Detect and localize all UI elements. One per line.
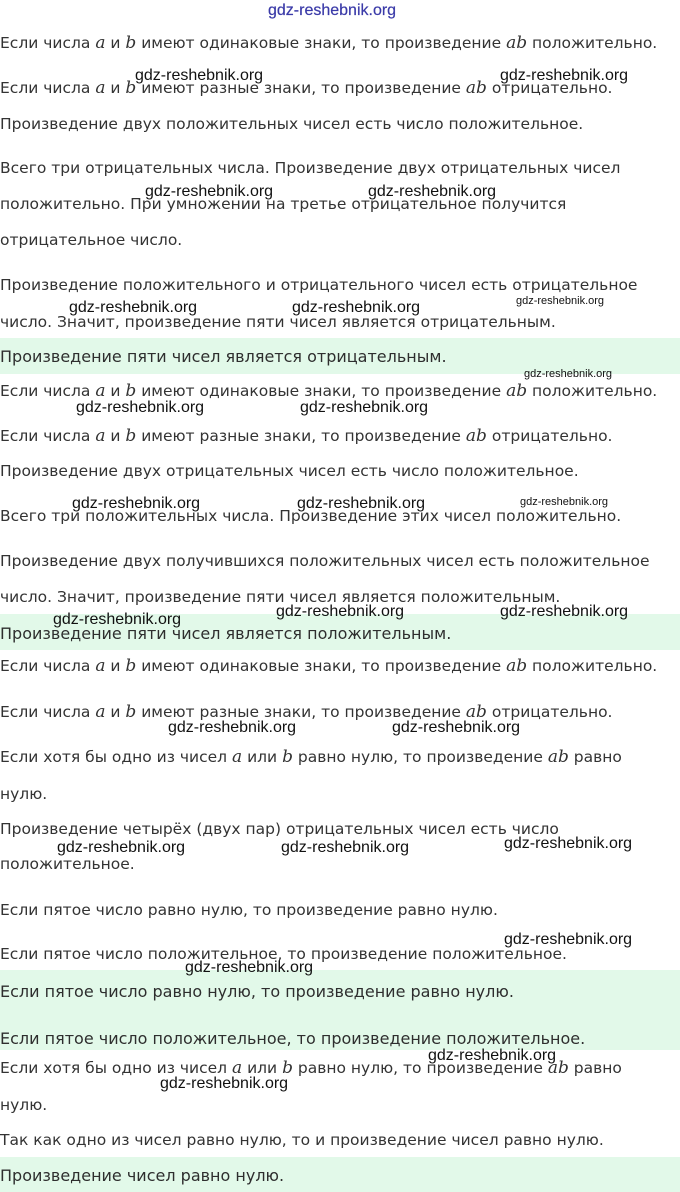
text-line: Если пятое число положительное, то произведение положительное. bbox=[0, 945, 567, 963]
watermark: gdz-reshebnik.org bbox=[500, 67, 629, 84]
watermark: gdz-reshebnik.org bbox=[504, 835, 633, 852]
math-variable: ab bbox=[465, 78, 487, 98]
math-variable: b bbox=[125, 656, 137, 676]
text-line: число. Значит, произведение пяти чисел является положительным. bbox=[0, 588, 561, 606]
watermark: gdz-reshebnik.org bbox=[168, 719, 297, 736]
text-line: Если числа a и b имеют одинаковые знаки, то произведение ab положительно. bbox=[0, 33, 658, 53]
watermark: gdz-reshebnik.org bbox=[281, 839, 410, 856]
watermark: gdz-reshebnik.org bbox=[524, 368, 613, 380]
text-line: Если числа a и b имеют одинаковые знаки, то произведение ab положительно. bbox=[0, 381, 658, 401]
watermark: gdz-reshebnik.org bbox=[516, 295, 605, 307]
math-variable: b bbox=[125, 381, 137, 401]
math-variable: b bbox=[282, 747, 293, 767]
watermark: gdz-reshebnik.org bbox=[135, 67, 264, 84]
math-variable: b bbox=[125, 33, 137, 53]
text-line: нулю. bbox=[0, 1096, 48, 1114]
text-line: число. Значит, произведение пяти чисел является отрицательным. bbox=[0, 313, 556, 331]
text-line: Произведение двух получившихся положительных чисел есть положительное bbox=[0, 552, 650, 570]
math-variable: a bbox=[95, 702, 106, 722]
watermark: gdz-reshebnik.org bbox=[392, 719, 521, 736]
text-line: положительное. bbox=[0, 855, 135, 873]
watermark: gdz-reshebnik.org bbox=[428, 1047, 557, 1064]
watermark: gdz-reshebnik.org bbox=[504, 931, 633, 948]
text-line: Всего три отрицательных числа. Произведение двух отрицательных чисел bbox=[0, 159, 621, 177]
math-variable: a bbox=[95, 381, 106, 401]
text-line: Произведение четырёх (двух пар) отрицательных чисел есть число bbox=[0, 820, 559, 838]
watermark: gdz-reshebnik.org bbox=[57, 839, 186, 856]
answer-text: Произведение пяти чисел является положительным. bbox=[0, 624, 452, 643]
math-variable: ab bbox=[506, 656, 528, 676]
math-variable: a bbox=[232, 747, 243, 767]
watermark: gdz-reshebnik.org bbox=[76, 399, 205, 416]
text-line: отрицательное число. bbox=[0, 231, 183, 249]
watermark: gdz-reshebnik.org bbox=[53, 611, 182, 628]
watermark: gdz-reshebnik.org bbox=[500, 603, 629, 620]
math-variable: ab bbox=[547, 747, 569, 767]
watermark: gdz-reshebnik.org bbox=[300, 399, 429, 416]
watermark: gdz-reshebnik.org bbox=[69, 299, 198, 316]
text-line: Так как одно из чисел равно нулю, то и произведение чисел равно нулю. bbox=[0, 1131, 604, 1149]
watermark: gdz-reshebnik.org bbox=[268, 2, 397, 19]
math-variable: ab bbox=[506, 381, 528, 401]
math-variable: a bbox=[232, 1058, 243, 1078]
text-line: Произведение положительного и отрицательного чисел есть отрицательное bbox=[0, 276, 638, 294]
watermark: gdz-reshebnik.org bbox=[297, 495, 426, 512]
text-line: Если числа a и b имеют разные знаки, то произведение ab отрицательно. bbox=[0, 702, 613, 722]
text-line: нулю. bbox=[0, 785, 48, 803]
text-line: положительно. При умножении на третье отрицательное получится bbox=[0, 195, 567, 213]
watermark: gdz-reshebnik.org bbox=[185, 959, 314, 976]
watermark: gdz-reshebnik.org bbox=[292, 299, 421, 316]
math-variable: a bbox=[95, 33, 106, 53]
math-variable: b bbox=[125, 426, 137, 446]
watermark: gdz-reshebnik.org bbox=[368, 183, 497, 200]
math-variable: b bbox=[125, 702, 137, 722]
math-variable: ab bbox=[506, 33, 528, 53]
watermark: gdz-reshebnik.org bbox=[520, 496, 609, 508]
text-line: Всего три положительных числа. Произведение этих чисел положительно. bbox=[0, 507, 622, 525]
math-variable: ab bbox=[465, 426, 487, 446]
text-line: Произведение двух отрицательных чисел есть число положительное. bbox=[0, 462, 579, 480]
text-line: Если числа a и b имеют одинаковые знаки, то произведение ab положительно. bbox=[0, 656, 658, 676]
text-line: Если хотя бы одно из чисел a или b равно нулю, то произведение ab равно bbox=[0, 747, 622, 767]
text-line: Если пятое число равно нулю, то произведение равно нулю. bbox=[0, 901, 498, 919]
watermark: gdz-reshebnik.org bbox=[276, 603, 405, 620]
text-line: Произведение двух положительных чисел есть число положительное. bbox=[0, 115, 584, 133]
math-variable: a bbox=[95, 656, 106, 676]
answer-text: Если пятое число положительное, то произведение положительное. bbox=[0, 1029, 586, 1048]
math-variable: b bbox=[282, 1058, 293, 1078]
text-line: Если числа a и b имеют разные знаки, то произведение ab отрицательно. bbox=[0, 426, 613, 446]
text-line: Если числа a и b имеют разные знаки, то произведение ab отрицательно. bbox=[0, 78, 613, 98]
watermark: gdz-reshebnik.org bbox=[160, 1075, 289, 1092]
text-line: Если хотя бы одно из чисел a или b равно нулю, то произведение ab равно bbox=[0, 1058, 622, 1078]
math-variable: ab bbox=[547, 1058, 569, 1078]
watermark: gdz-reshebnik.org bbox=[72, 495, 201, 512]
math-variable: ab bbox=[465, 702, 487, 722]
math-variable: b bbox=[125, 78, 137, 98]
answer-text: Произведение чисел равно нулю. bbox=[0, 1166, 285, 1185]
math-variable: a bbox=[95, 78, 106, 98]
answer-text: Произведение пяти чисел является отрицательным. bbox=[0, 347, 447, 366]
math-variable: a bbox=[95, 426, 106, 446]
watermark: gdz-reshebnik.org bbox=[145, 183, 274, 200]
answer-text: Если пятое число равно нулю, то произведение равно нулю. bbox=[0, 982, 514, 1001]
